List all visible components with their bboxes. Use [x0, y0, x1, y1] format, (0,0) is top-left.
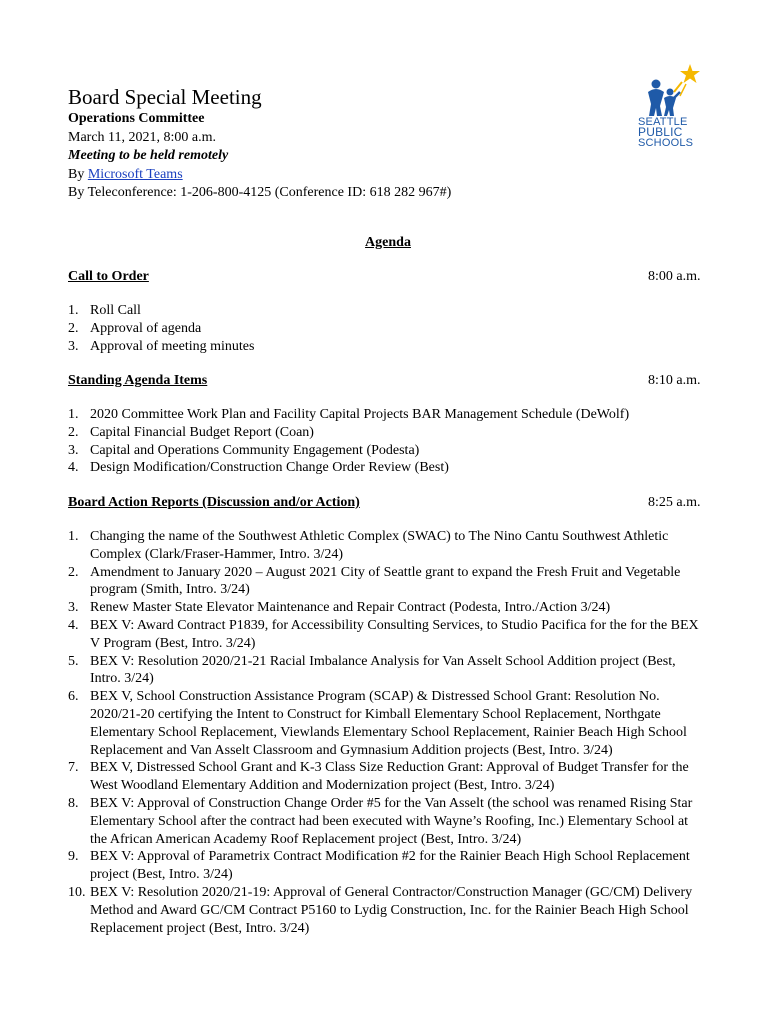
item-number: 3. [68, 338, 79, 354]
microsoft-teams-link[interactable]: Microsoft Teams [87, 166, 183, 182]
teams-line [68, 166, 708, 185]
section-header [68, 372, 708, 390]
list-item [68, 424, 708, 442]
item-number: 2. [68, 320, 79, 336]
item-text: Capital Financial Budget Report (Coan) [90, 424, 314, 440]
item-text: BEX V, School Construction Assistance Program (SCAP) & Distressed School Grant: Resolution No. 2020/21-20 certifying the Intent to Construct for Kimball Elementary School Replacement, Northgate Elementary School Replacement, Viewlands Elementary School Replacement, Rainier Beach High School Replacement and Van Asselt Classroom and Gymnasium Addition projects (Best, Intro. 3/24) [90, 689, 687, 758]
section-header [68, 494, 708, 512]
list-item [68, 795, 708, 848]
list-item [68, 653, 708, 689]
item-number: 9. [68, 849, 79, 865]
list-item [68, 338, 708, 356]
item-number: 3. [68, 600, 79, 616]
list-item [68, 406, 708, 424]
list-item [68, 884, 708, 937]
list-item [68, 564, 708, 600]
item-number: 1. [68, 407, 79, 422]
section-header [68, 268, 708, 286]
page-title: Board Special Meeting [68, 85, 262, 109]
agenda-heading: Agenda [365, 235, 411, 250]
section-board-action-reports [68, 494, 708, 937]
section-time: 8:00 a.m. [648, 269, 701, 284]
item-number: 4. [68, 460, 79, 476]
item-list [68, 302, 708, 355]
list-item [68, 442, 708, 460]
item-text: Approval of meeting minutes [90, 338, 255, 354]
section-title: Standing Agenda Items [68, 373, 208, 388]
item-text: Approval of agenda [90, 320, 202, 336]
item-list [68, 528, 708, 937]
list-item [68, 320, 708, 338]
item-text: 2020 Committee Work Plan and Facility Capital Projects BAR Management Schedule (DeWolf) [90, 407, 630, 422]
item-text: BEX V: Resolution 2020/21-19: Approval of General Contractor/Construction Manager (GC/CM) Delivery Method and Award GC/CM Contract P5160 to Lydig Construction, Inc. for the Rainier Beach High School Replacement project (Best, Intro. 3/24) [90, 884, 693, 936]
meeting-date-time: March 11, 2021, 8:00 a.m. [68, 129, 217, 145]
list-item [68, 459, 708, 477]
list-item [68, 848, 708, 884]
item-text: BEX V: Approval of Parametrix Contract Modification #2 for the Rainier Beach High School Replacement project (Best, Intro. 3/24) [90, 849, 690, 883]
item-number: 2. [68, 564, 79, 580]
logo-line-3: SCHOOLS [638, 137, 694, 149]
item-text: BEX V: Approval of Construction Change Order #5 for the Van Asselt (the school was renamed Rising Star Elementary School after the contract had been executed with Wayne’s Roofing, Inc.) Elementary School at the African American Academy Roof Replacement project (Best, Intro. 3/24) [90, 795, 693, 847]
section-time: 8:10 a.m. [648, 373, 701, 388]
item-number: 1. [68, 303, 79, 318]
agenda-document [68, 84, 708, 936]
teams-prefix: By [68, 166, 88, 182]
item-text: Design Modification/Construction Change Order Review (Best) [90, 460, 449, 476]
item-number: 8. [68, 795, 79, 811]
list-item [68, 528, 708, 564]
section-title: Board Action Reports (Discussion and/or Action) [68, 495, 360, 510]
item-number: 4. [68, 617, 79, 633]
list-item [68, 759, 708, 795]
item-text: Renew Master State Elevator Maintenance and Repair Contract (Podesta, Intro./Action 3/24) [90, 600, 611, 616]
item-text: Amendment to January 2020 – August 2021 City of Seattle grant to expand the Fresh Fruit and Vegetable program (Smith, Intro. 3/24) [90, 564, 681, 598]
list-item [68, 688, 708, 759]
item-number: 10. [68, 884, 86, 900]
section-time: 8:25 a.m. [648, 495, 701, 510]
item-text: BEX V: Award Contract P1839, for Accessibility Consulting Services, to Studio Pacifica for the for the BEX V Program (Best, Intro. 3/24) [90, 617, 699, 651]
item-number: 1. [68, 529, 79, 544]
item-number: 5. [68, 653, 79, 669]
list-item [68, 617, 708, 653]
item-number: 2. [68, 424, 79, 440]
item-number: 7. [68, 760, 79, 776]
remote-note: Meeting to be held remotely [68, 148, 229, 163]
logo-line-1: SEATTLE [638, 116, 688, 128]
item-text: BEX V, Distressed School Grant and K-3 Class Size Reduction Grant: Approval of Budget Transfer for the West Woodland Elementary Addition and Modernization project (Best, Intro. 3/24) [90, 760, 689, 794]
item-text: Changing the name of the Southwest Athletic Complex (SWAC) to The Nino Cantu Southwest Athletic Complex (Clark/Fraser-Hammer, Intro. 3/24) [90, 529, 669, 562]
teleconference-line: By Teleconference: 1-206-800-4125 (Conference ID: 618 282 967#) [68, 185, 452, 200]
item-list [68, 406, 708, 477]
committee-name: Operations Committee [68, 111, 205, 126]
section-call-to-order [68, 268, 708, 355]
list-item [68, 599, 708, 617]
item-text: Roll Call [90, 303, 141, 318]
item-text: Capital and Operations Community Engagement (Podesta) [90, 442, 420, 458]
logo-line-2: PUBLIC [638, 125, 683, 139]
item-text: BEX V: Resolution 2020/21-21 Racial Imbalance Analysis for Van Asselt School Addition project (Best, Intro. 3/24) [90, 653, 676, 687]
section-standing-agenda-items [68, 372, 708, 477]
item-number: 3. [68, 442, 79, 458]
item-number: 6. [68, 689, 79, 705]
section-title: Call to Order [68, 269, 149, 284]
list-item [68, 302, 708, 320]
